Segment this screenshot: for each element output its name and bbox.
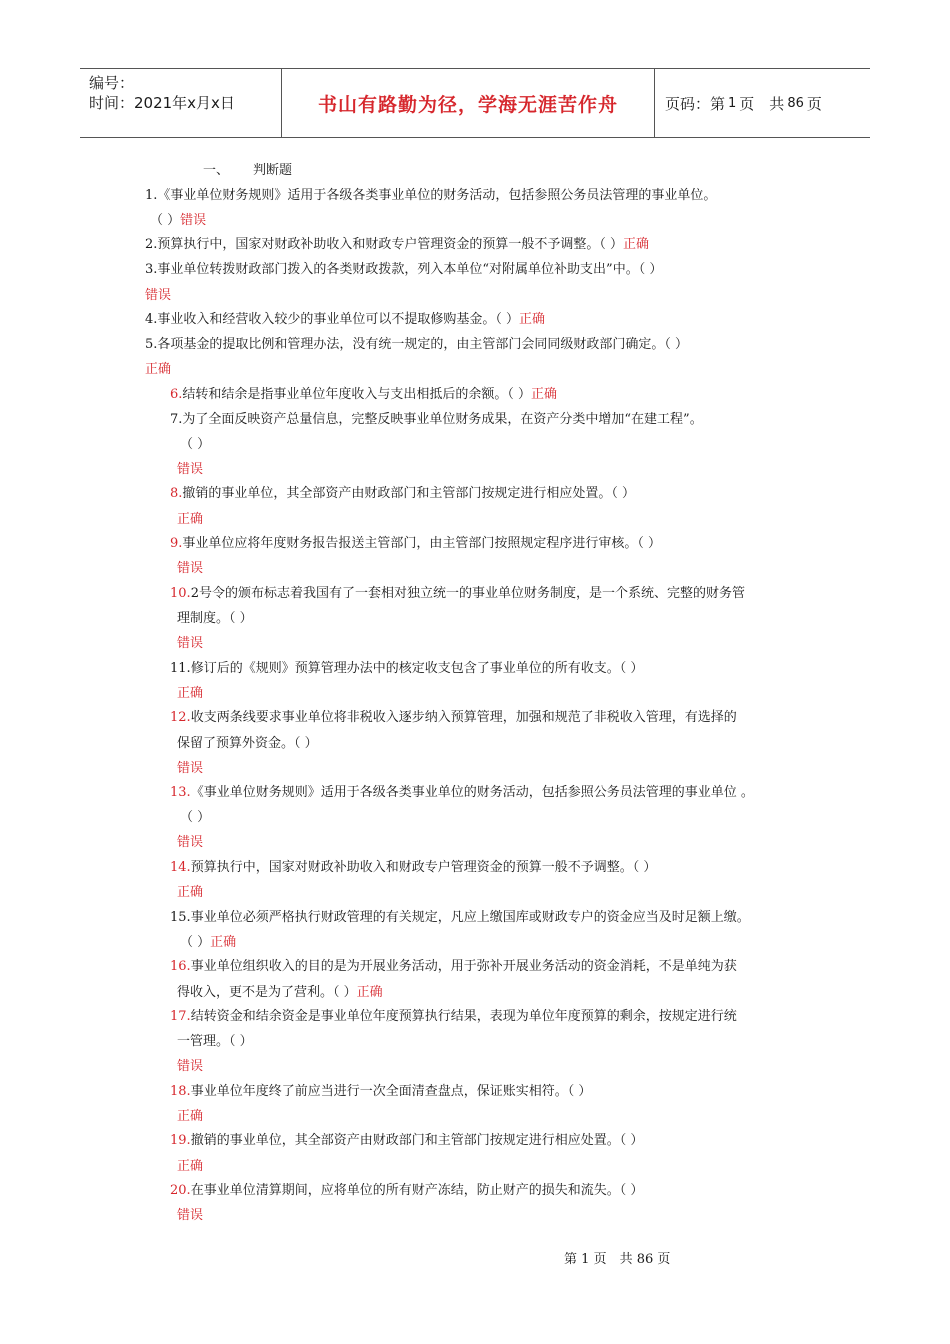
serial-number-label: 编号： (89, 74, 135, 92)
question-17-cont: 一管理。（ ） (177, 1034, 253, 1049)
question-11-answer: 正确 (177, 686, 204, 701)
question-10-answer: 错误 (177, 636, 204, 651)
question-12-answer: 错误 (177, 761, 204, 776)
question-17-answer: 错误 (177, 1059, 204, 1074)
question-3 (145, 262, 662, 278)
question-20-answer: 错误 (177, 1208, 204, 1223)
question-text: 结转资金和结余资金是事业单位年度预算执行结果，表现为单位年度预算的剩余，按规定进行统 (190, 1009, 737, 1024)
footer-suffix: 页 (657, 1252, 671, 1267)
question-4 (145, 312, 545, 328)
answer: 正确 (531, 387, 558, 402)
question-1-cont (150, 213, 206, 229)
section-title: 判断题 (253, 163, 293, 178)
question-5-answer: 正确 (145, 362, 172, 377)
question-number: 4. (145, 312, 158, 327)
question-16 (170, 959, 737, 975)
question-9 (170, 536, 661, 552)
question-number: 20. (170, 1183, 191, 1198)
question-10-cont: 理制度。（ ） (177, 611, 253, 626)
page-mid: 页 共 (739, 94, 785, 113)
header-meta (80, 69, 282, 137)
question-text: 撤销的事业单位，其全部资产由财政部门和主管部门按规定进行相应处置。（ ） (190, 1133, 644, 1148)
question-text: 2号令的颁布标志着我国有了一套相对独立统一的事业单位财务制度，是一个系统、完整的财务管 (190, 586, 745, 601)
header-page-indicator (655, 69, 870, 137)
page-prefix: 页码：第 (665, 94, 726, 113)
question-8 (170, 486, 635, 502)
question-15-cont (180, 935, 236, 951)
question-1 (145, 188, 716, 204)
answer: 正确 (519, 312, 546, 327)
motto-text: 书山有路勤为径，学海无涯苦作舟 (317, 93, 618, 116)
question-number: 14. (170, 860, 191, 875)
question-number: 18. (170, 1084, 191, 1099)
question-text: 修订后的《规则》预算管理办法中的核定收支包含了事业单位的所有收支。（ ） (190, 661, 644, 676)
question-7-cont: （ ） (180, 437, 211, 452)
question-7 (170, 412, 703, 428)
question-number: 19. (170, 1133, 191, 1148)
answer: 正确 (623, 237, 650, 252)
question-18-answer: 正确 (177, 1109, 204, 1124)
question-text: 事业收入和经营收入较少的事业单位可以不提取修购基金。（ ） (157, 312, 520, 327)
question-number: 11. (170, 661, 191, 676)
question-text: 为了全面反映资产总量信息，完整反映事业单位财务成果，在资产分类中增加“在建工程”。 (182, 412, 703, 427)
answer: 正确 (210, 935, 237, 950)
question-number: 16. (170, 959, 191, 974)
page-header (80, 68, 870, 138)
question-text: 结转和结余是指事业单位年度收入与支出相抵后的余额。（ ） (182, 387, 532, 402)
question-18 (170, 1084, 591, 1100)
question-text: 收支两条线要求事业单位将非税收入逐步纳入预算管理，加强和规范了非税收入管理，有选择的 (190, 710, 737, 725)
question-2 (145, 237, 649, 253)
question-text-cont: （ ） (180, 935, 211, 950)
question-15 (170, 910, 750, 926)
question-9-answer: 错误 (177, 561, 204, 576)
answer: 错误 (180, 213, 207, 228)
question-text-cont: （ ） (150, 213, 181, 228)
question-3-answer: 错误 (145, 288, 172, 303)
question-text: 《事业单位财务规则》适用于各级各类事业单位的财务活动，包括参照公务员法管理的事业单位。 (157, 188, 717, 203)
question-number: 15. (170, 910, 191, 925)
footer-current: 1 (581, 1252, 590, 1267)
page-suffix: 页 (806, 94, 822, 113)
question-11 (170, 661, 643, 677)
question-6 (170, 387, 557, 403)
question-13 (170, 785, 754, 801)
question-text: 《事业单位财务规则》适用于各级各类事业单位的财务活动，包括参照公务员法管理的事业单位 。 (190, 785, 754, 800)
question-number: 8. (170, 486, 183, 501)
question-number: 3. (145, 262, 158, 277)
question-text: 事业单位年度终了前应当进行一次全面清查盘点，保证账实相符。（ ） (190, 1084, 592, 1099)
question-16-cont (177, 985, 383, 1001)
question-number: 1. (145, 188, 158, 203)
question-text: 预算执行中，国家对财政补助收入和财政专户管理资金的预算一般不予调整。（ ） (157, 237, 624, 252)
question-text: 事业单位转拨财政部门拨入的各类财政拨款，列入本单位“对附属单位补助支出”中。（ ） (157, 262, 663, 277)
header-motto (282, 69, 655, 137)
question-14 (170, 860, 656, 876)
question-12 (170, 710, 737, 726)
question-text: 事业单位组织收入的目的是为开展业务活动，用于弥补开展业务活动的资金消耗，不是单纯为获 (190, 959, 737, 974)
question-7-answer: 错误 (177, 462, 204, 477)
question-number: 5. (145, 337, 158, 352)
question-text: 预算执行中，国家对财政补助收入和财政专户管理资金的预算一般不予调整。（ ） (190, 860, 657, 875)
answer: 正确 (356, 985, 383, 1000)
question-text: 事业单位应将年度财务报告报送主管部门，由主管部门按照规定程序进行审核。（ ） (182, 536, 662, 551)
question-number: 9. (170, 536, 183, 551)
section-number: 一、 (203, 163, 230, 178)
question-number: 10. (170, 586, 191, 601)
question-number: 13. (170, 785, 191, 800)
question-12-cont: 保留了预算外资金。（ ） (177, 736, 318, 751)
page-footer (564, 1248, 670, 1267)
question-13-cont: （ ） (180, 810, 211, 825)
question-text: 在事业单位清算期间，应将单位的所有财产冻结，防止财产的损失和流失。（ ） (190, 1183, 644, 1198)
question-text-cont: 得收入，更不是为了营利。（ ） (177, 985, 357, 1000)
page-current: 1 (728, 95, 737, 111)
question-8-answer: 正确 (177, 512, 204, 527)
question-text: 撤销的事业单位，其全部资产由财政部门和主管部门按规定进行相应处置。（ ） (182, 486, 636, 501)
question-number: 6. (170, 387, 183, 402)
question-17 (170, 1009, 737, 1025)
question-19 (170, 1133, 643, 1149)
date-label: 时间：2021年x月x日 (89, 94, 235, 112)
footer-mid: 页 共 (593, 1252, 633, 1267)
question-14-answer: 正确 (177, 885, 204, 900)
question-number: 12. (170, 710, 191, 725)
question-number: 7. (170, 412, 183, 427)
question-13-answer: 错误 (177, 835, 204, 850)
question-19-answer: 正确 (177, 1159, 204, 1174)
question-20 (170, 1183, 643, 1199)
question-text: 事业单位必须严格执行财政管理的有关规定，凡应上缴国库或财政专户的资金应当及时足额上缴。 (190, 910, 750, 925)
section-heading (203, 163, 292, 179)
footer-prefix: 第 (564, 1252, 578, 1267)
page-total: 86 (787, 95, 804, 111)
question-10 (170, 586, 745, 602)
question-number: 2. (145, 237, 158, 252)
question-number: 17. (170, 1009, 191, 1024)
question-5 (145, 337, 688, 353)
footer-total: 86 (636, 1252, 654, 1267)
question-text: 各项基金的提取比例和管理办法，没有统一规定的，由主管部门会同同级财政部门确定。（ ） (157, 337, 689, 352)
